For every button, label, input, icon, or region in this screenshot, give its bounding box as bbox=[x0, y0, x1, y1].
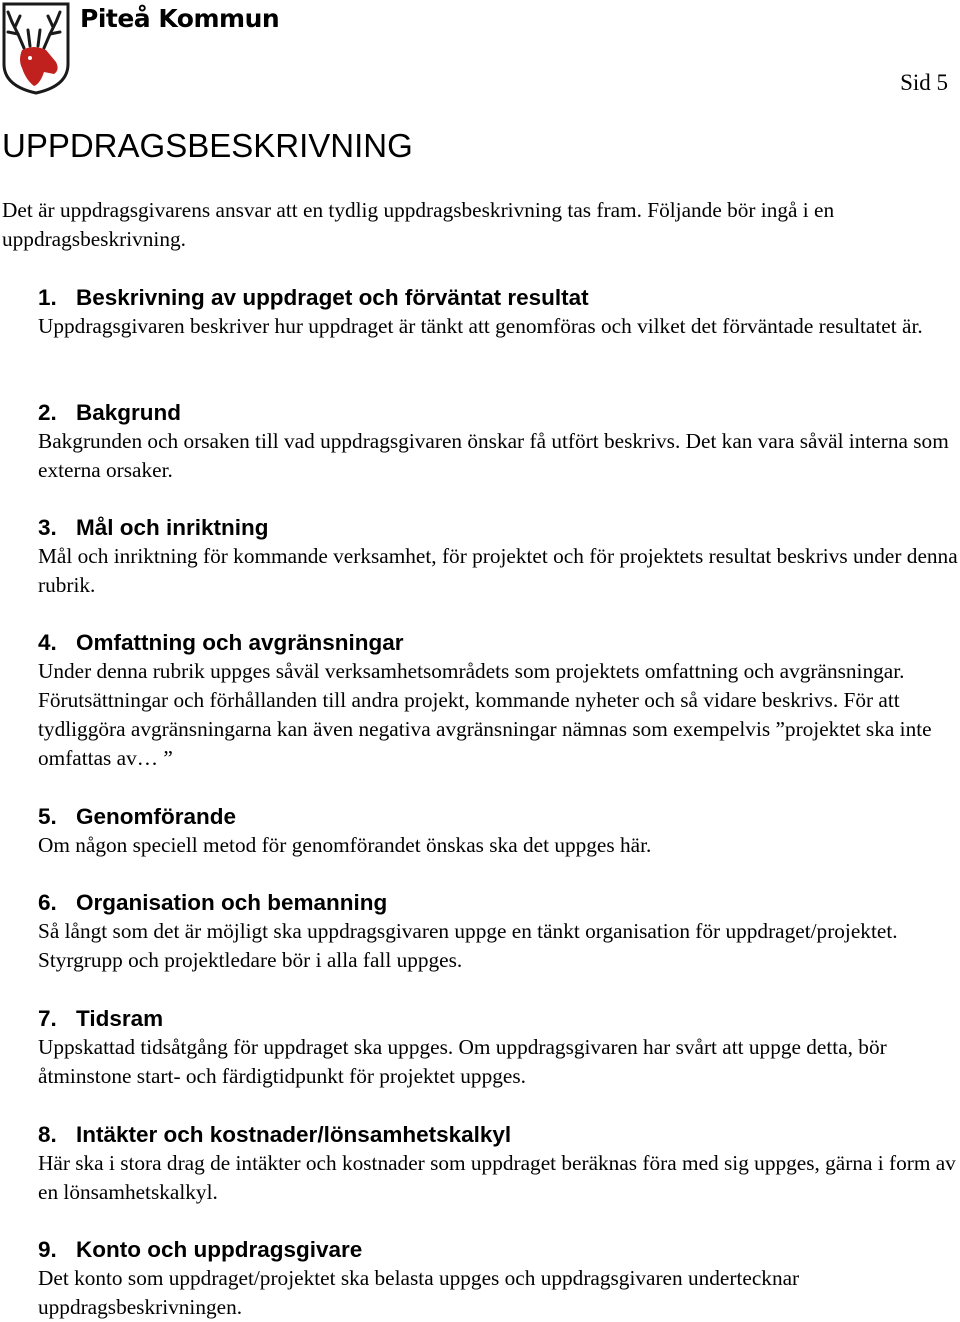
section-body: Mål och inriktning för kommande verksamhet, för projektet och för projektets resultat beskrivs under denna rubrik. bbox=[38, 544, 958, 597]
section-heading bbox=[38, 513, 958, 542]
section-number: 6. bbox=[38, 890, 57, 915]
section-heading bbox=[38, 888, 958, 917]
section-number: 3. bbox=[38, 515, 57, 540]
document-title: UPPDRAGSBESKRIVNING bbox=[2, 127, 413, 164]
section-number: 4. bbox=[38, 630, 57, 655]
section-body: Bakgrunden och orsaken till vad uppdragsgivaren önskar få utfört beskrivs. Det kan vara såväl interna som externa orsaker. bbox=[38, 429, 949, 482]
section-title: Omfattning och avgränsningar bbox=[76, 630, 404, 655]
section-body: Här ska i stora drag de intäkter och kostnader som uppdraget beräknas föra med sig uppges, gärna i form av en lönsamhetskalkyl. bbox=[38, 1151, 956, 1204]
section-body: Under denna rubrik uppges såväl verksamhetsområdets som projektets omfattning och avgränsningar. Förutsättningar och förhållanden till andra projekt, kommande nyheter och så vidare beskrivs. För att tydliggöra avgränsningarna kan även negativa avgränsningar nämnas som exempelvis ”projektet ska inte omfattas av… ” bbox=[38, 659, 932, 770]
section-heading bbox=[38, 1004, 958, 1033]
section-1 bbox=[38, 283, 958, 341]
section-body: Så långt som det är möjligt ska uppdragsgivaren uppge en tänkt organisation för uppdraget/projektet. Styrgrupp och projektledare bör i alla fall uppges. bbox=[38, 919, 898, 972]
section-number: 1. bbox=[38, 285, 57, 310]
section-title: Intäkter och kostnader/lönsamhetskalkyl bbox=[76, 1122, 512, 1147]
intro-paragraph: Det är uppdragsgivarens ansvar att en tydlig uppdragsbeskrivning tas fram. Följande bör ingå i en uppdragsbeskrivning. bbox=[2, 198, 835, 251]
page-number: Sid 5 bbox=[900, 70, 948, 95]
section-title: Beskrivning av uppdraget och förväntat resultat bbox=[76, 285, 589, 310]
section-title: Organisation och bemanning bbox=[76, 890, 388, 915]
section-3 bbox=[38, 513, 958, 600]
section-number: 8. bbox=[38, 1122, 57, 1147]
section-2 bbox=[38, 398, 958, 485]
section-heading bbox=[38, 802, 958, 831]
section-title: Konto och uppdragsgivare bbox=[76, 1237, 363, 1262]
organization-name: Piteå Kommun bbox=[80, 4, 280, 33]
section-heading bbox=[38, 398, 958, 427]
section-heading bbox=[38, 1235, 958, 1264]
section-number: 9. bbox=[38, 1237, 57, 1262]
section-heading bbox=[38, 1120, 958, 1149]
section-number: 7. bbox=[38, 1006, 57, 1031]
section-4 bbox=[38, 628, 958, 773]
section-number: 5. bbox=[38, 804, 57, 829]
section-title: Bakgrund bbox=[76, 400, 182, 425]
section-body: Uppskattad tidsåtgång för uppdraget ska uppges. Om uppdragsgivaren har svårt att uppge detta, bör åtminstone start- och färdigtidpunkt för projektet uppges. bbox=[38, 1035, 887, 1088]
section-body: Uppdragsgivaren beskriver hur uppdraget är tänkt att genomföras och vilket det förväntade resultatet är. bbox=[38, 314, 923, 338]
section-7 bbox=[38, 1004, 958, 1091]
section-heading bbox=[38, 628, 958, 657]
section-6 bbox=[38, 888, 958, 975]
section-number: 2. bbox=[38, 400, 57, 425]
section-title: Mål och inriktning bbox=[76, 515, 269, 540]
section-title: Genomförande bbox=[76, 804, 237, 829]
section-heading bbox=[38, 283, 958, 312]
section-body: Om någon speciell metod för genomförandet önskas ska det uppges här. bbox=[38, 833, 652, 857]
section-body: Det konto som uppdraget/projektet ska belasta uppges och uppdragsgivaren undertecknar uppdragsbeskrivningen. bbox=[38, 1266, 800, 1319]
section-9 bbox=[38, 1235, 958, 1322]
section-5 bbox=[38, 802, 958, 860]
section-title: Tidsram bbox=[76, 1006, 164, 1031]
section-8 bbox=[38, 1120, 958, 1207]
reindeer-logo-icon bbox=[0, 0, 72, 96]
